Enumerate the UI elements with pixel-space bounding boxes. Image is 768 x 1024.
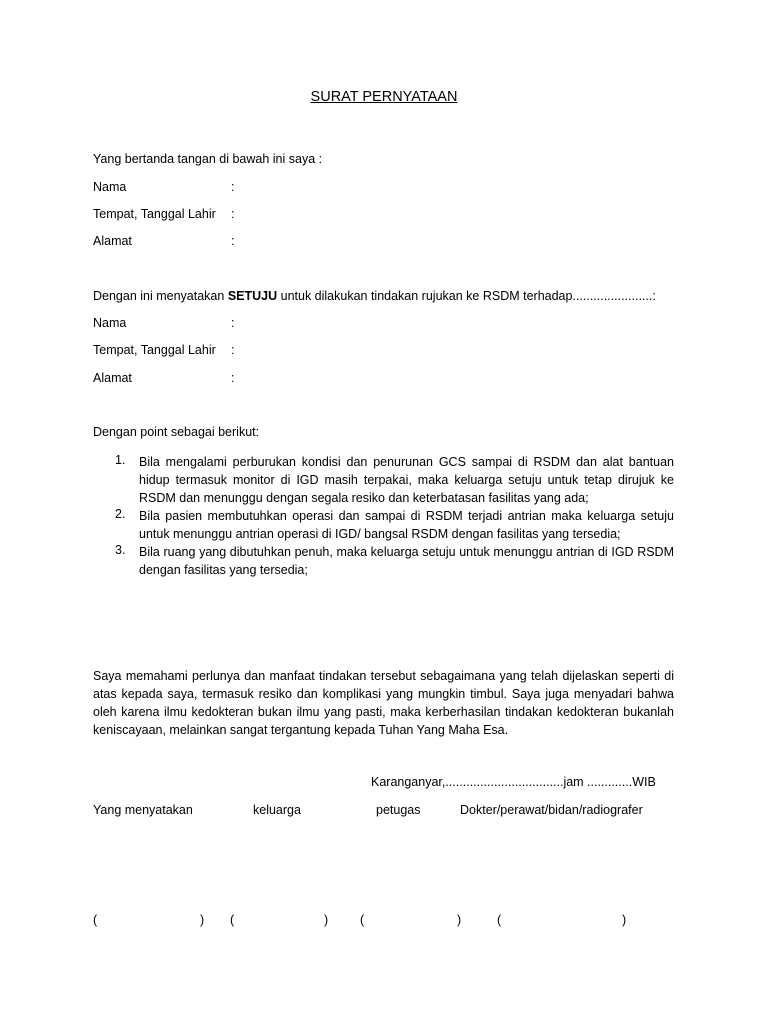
- signatory-label-yang-menyatakan: Yang menyatakan: [93, 803, 193, 817]
- field-label-nama-2: Nama: [93, 316, 127, 330]
- point-text-1: Bila mengalami perburukan kondisi dan penurunan GCS sampai di RSDM dan alat bantuan hidup termasuk monitor di IGD masih terpakai, maka keluarga setuju untuk tetap dirujuk ke RSDM dan menunggu dengan segala resiko dan keterbatasan fasilitas yang ada;: [139, 455, 674, 505]
- consent-setuju: SETUJU: [227, 289, 278, 303]
- points-intro: Dengan point sebagai berikut:: [93, 425, 260, 439]
- field-label-alamat-2: Alamat: [93, 371, 132, 385]
- consent-prefix: Dengan ini menyatakan: [93, 289, 228, 303]
- consent-suffix: untuk dilakukan tindakan rujukan ke RSDM terhadap.......................:: [277, 289, 656, 303]
- point-text-2: Bila pasien membutuhkan operasi dan sampai di RSDM terjadi antrian maka keluarga setuju untuk menunggu antrian operasi di IGD/ bangsal RSDM dengan fasilitas yang tersedia;: [139, 509, 674, 541]
- field-label-nama-1: Nama: [93, 180, 127, 194]
- place-date-line: Karanganyar,..................................jam .............WIB: [371, 775, 656, 789]
- point-number-2: 2.: [115, 507, 126, 521]
- point-text-3: Bila ruang yang dibutuhkan penuh, maka keluarga setuju untuk menunggu antrian di IGD RSDM dengan fasilitas yang tersedia;: [139, 545, 674, 577]
- intro-text: Yang bertanda tangan di bawah ini saya :: [93, 152, 323, 166]
- closing-paragraph: Saya memahami perlunya dan manfaat tindakan tersebut sebagaimana yang telah dijelaskan seperti di atas kepada saya, termasuk resiko dan komplikasi yang mungkin timbul. Saya juga menyadari bahwa oleh karena ilmu kedokteran bukan ilmu yang pasti, maka kerberhasilan tindakan kedokteran bukanlah keniscayaan, melainkan sangat tergantung kepada Tuhan Yang Maha Esa.: [93, 669, 674, 737]
- signature-open-1: (: [93, 913, 98, 927]
- signature-close-1: ): [200, 913, 205, 927]
- field-colon-alamat-1: :: [231, 234, 235, 248]
- point-number-3: 3.: [115, 543, 126, 557]
- document-title: SURAT PERNYATAAN: [310, 89, 458, 105]
- field-label-ttl-2: Tempat, Tanggal Lahir: [93, 343, 216, 357]
- field-label-alamat-1: Alamat: [93, 234, 132, 248]
- field-colon-ttl-1: :: [231, 207, 235, 221]
- signatory-label-petugas: petugas: [376, 803, 421, 817]
- consent-statement: [93, 289, 656, 303]
- signature-open-2: (: [230, 913, 235, 927]
- signature-open-3: (: [360, 913, 365, 927]
- point-number-1: 1.: [115, 453, 126, 467]
- signatory-label-keluarga: keluarga: [253, 803, 301, 817]
- field-colon-nama-2: :: [231, 316, 235, 330]
- signature-close-2: ): [324, 913, 329, 927]
- field-colon-alamat-2: :: [231, 371, 235, 385]
- field-colon-nama-1: :: [231, 180, 235, 194]
- field-colon-ttl-2: :: [231, 343, 235, 357]
- field-label-ttl-1: Tempat, Tanggal Lahir: [93, 207, 216, 221]
- signatory-label-dokter: Dokter/perawat/bidan/radiografer: [460, 803, 643, 817]
- signature-close-3: ): [457, 913, 462, 927]
- signature-close-4: ): [622, 913, 627, 927]
- signature-open-4: (: [497, 913, 502, 927]
